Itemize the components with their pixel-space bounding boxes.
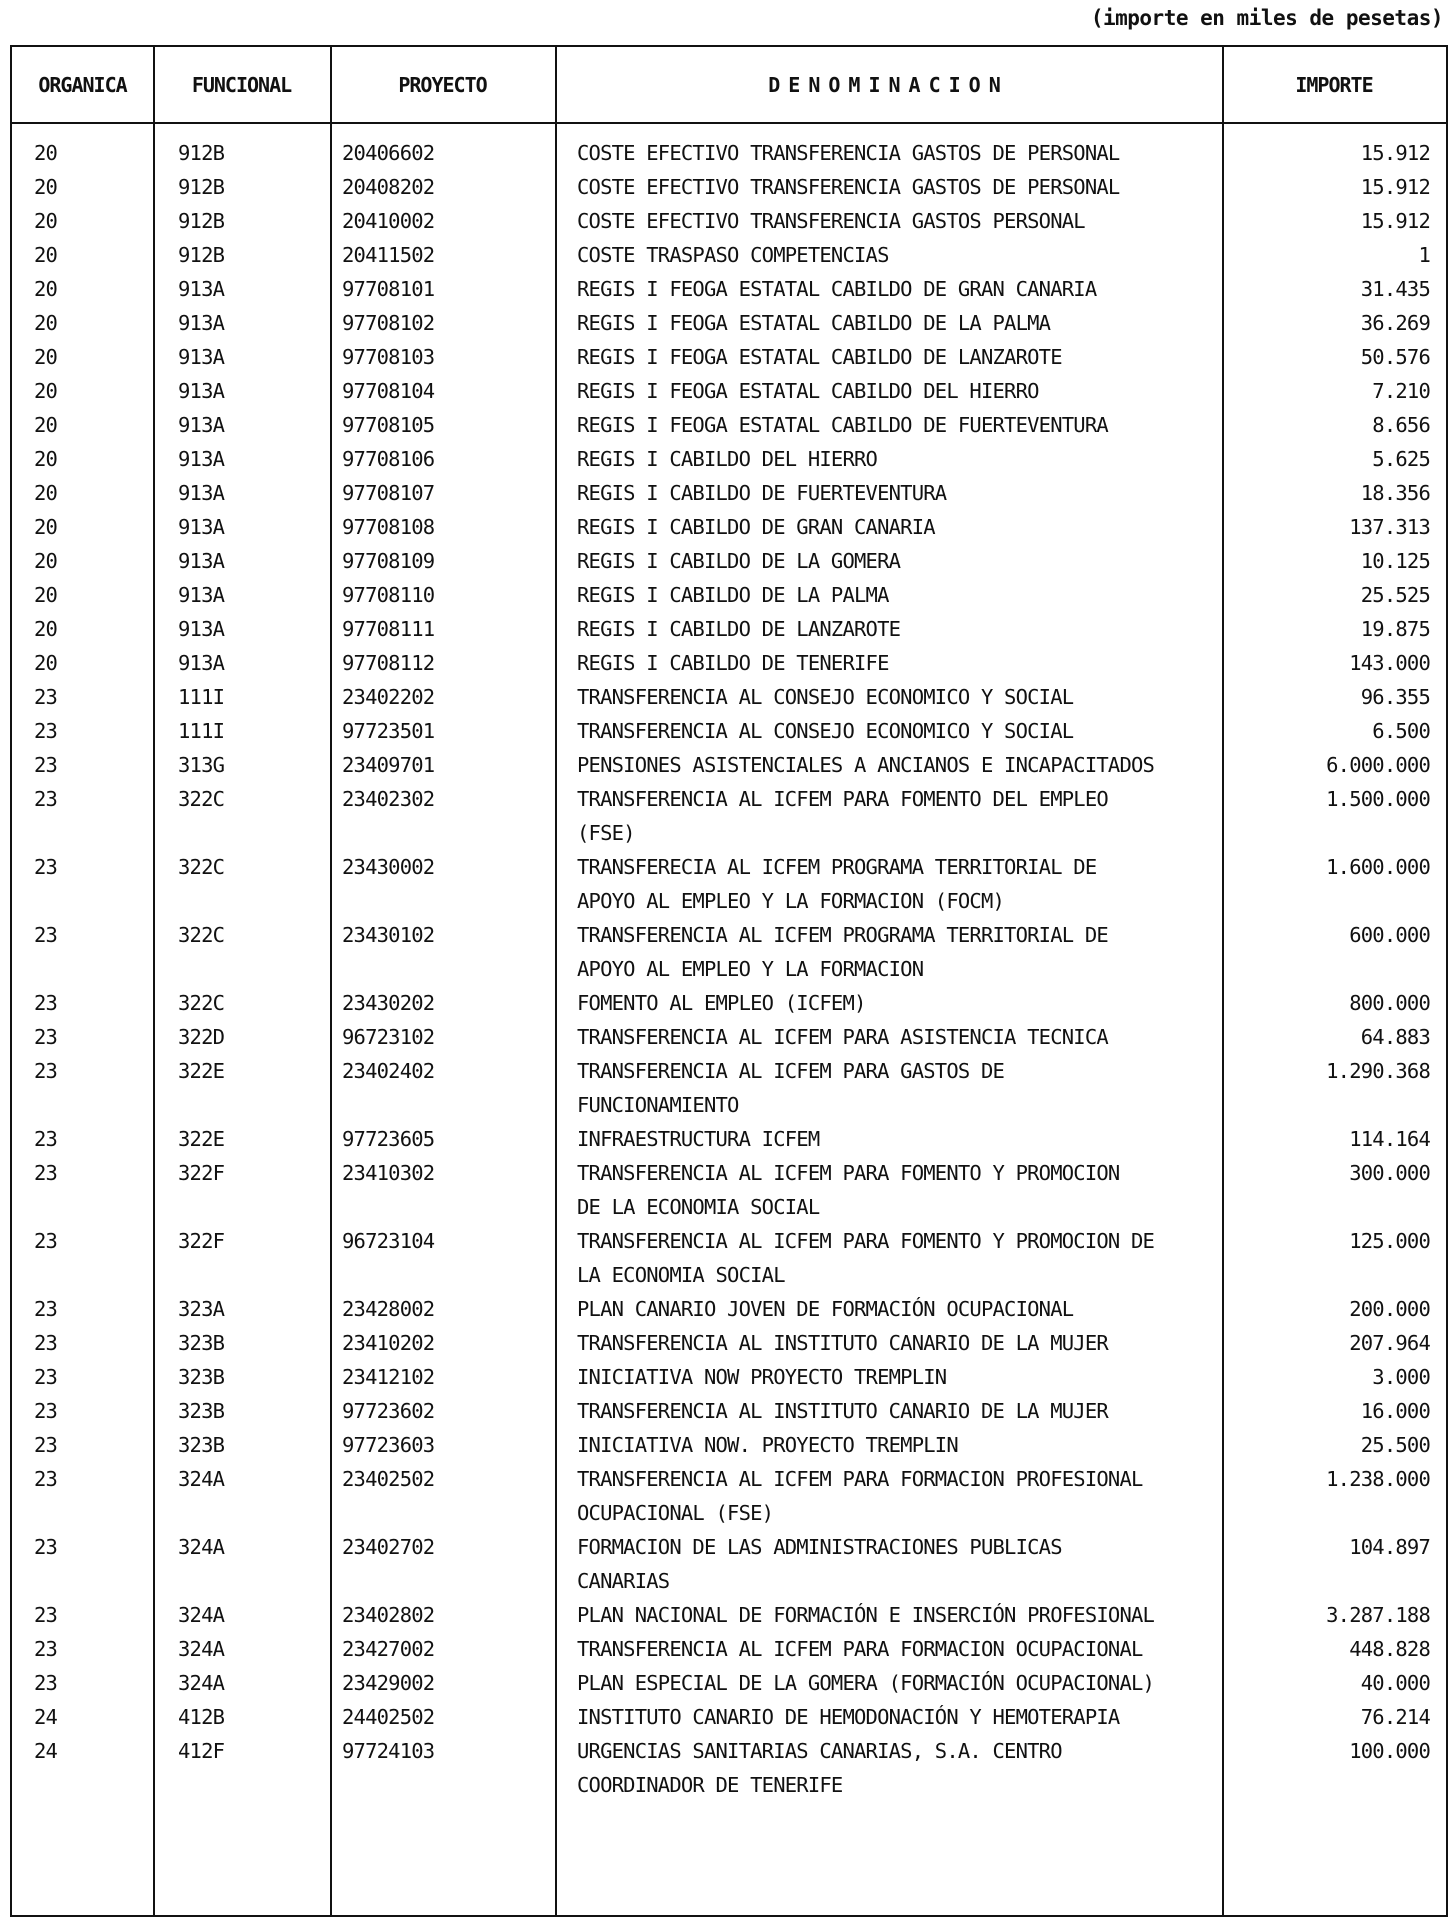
cell-proyecto: 96723104 xyxy=(342,1229,435,1253)
cell-importe: 200.000 xyxy=(1349,1297,1430,1321)
table-row xyxy=(12,1020,1446,1054)
cell-importe: 104.897 xyxy=(1349,1535,1430,1559)
cell-importe: 64.883 xyxy=(1360,1025,1430,1049)
cell-funcional: 322C xyxy=(178,855,225,879)
cell-denominacion: REGIS I FEOGA ESTATAL CABILDO DE GRAN CANARIA xyxy=(577,277,1097,301)
cell-denominacion: COSTE EFECTIVO TRANSFERENCIA GASTOS DE PERSONAL xyxy=(577,175,1120,199)
cell-organica: 23 xyxy=(34,1229,58,1253)
cell-funcional: 913A xyxy=(178,413,225,437)
cell-importe: 1.238.000 xyxy=(1326,1467,1430,1491)
cell-proyecto: 97724103 xyxy=(342,1739,435,1763)
cell-proyecto: 20411502 xyxy=(342,243,435,267)
cell-importe: 448.828 xyxy=(1349,1637,1430,1661)
cell-importe: 15.912 xyxy=(1360,209,1430,233)
cell-denominacion: REGIS I CABILDO DE LANZAROTE xyxy=(577,617,901,641)
cell-denominacion: TRANSFERENCIA AL CONSEJO ECONOMICO Y SOCIAL xyxy=(577,685,1074,709)
cell-organica: 20 xyxy=(34,175,58,199)
cell-importe: 31.435 xyxy=(1360,277,1430,301)
table-row xyxy=(12,238,1446,272)
cell-proyecto: 23428002 xyxy=(342,1297,435,1321)
table-row xyxy=(12,1326,1446,1360)
cell-organica: 20 xyxy=(34,447,58,471)
cell-funcional: 913A xyxy=(178,379,225,403)
table-row xyxy=(12,850,1446,918)
budget-table xyxy=(10,45,1448,1917)
cell-proyecto: 24402502 xyxy=(342,1705,435,1729)
cell-proyecto: 97708107 xyxy=(342,481,435,505)
cell-funcional: 111I xyxy=(178,685,225,709)
cell-proyecto: 23402502 xyxy=(342,1467,435,1491)
cell-importe: 6.000.000 xyxy=(1326,753,1430,777)
cell-proyecto: 97723605 xyxy=(342,1127,435,1151)
table-row xyxy=(12,442,1446,476)
cell-funcional: 322C xyxy=(178,787,225,811)
cell-proyecto: 23430202 xyxy=(342,991,435,1015)
cell-funcional: 323A xyxy=(178,1297,225,1321)
table-row xyxy=(12,680,1446,714)
cell-funcional: 322D xyxy=(178,1025,225,1049)
cell-funcional: 913A xyxy=(178,583,225,607)
table-row xyxy=(12,1734,1446,1802)
cell-funcional: 913A xyxy=(178,447,225,471)
cell-organica: 23 xyxy=(34,1433,58,1457)
cell-funcional: 412F xyxy=(178,1739,225,1763)
table-row xyxy=(12,1224,1446,1292)
table-body xyxy=(12,136,1446,1802)
table-row xyxy=(12,612,1446,646)
cell-denominacion: PLAN CANARIO JOVEN DE FORMACIÓN OCUPACIONAL xyxy=(577,1297,1074,1321)
table-row xyxy=(12,1292,1446,1326)
cell-denominacion: TRANSFERENCIA AL CONSEJO ECONOMICO Y SOCIAL xyxy=(577,719,1074,743)
header-denominacion: DENOMINACION xyxy=(768,72,1009,97)
cell-importe: 16.000 xyxy=(1360,1399,1430,1423)
cell-organica: 23 xyxy=(34,685,58,709)
cell-importe: 25.525 xyxy=(1360,583,1430,607)
table-row xyxy=(12,204,1446,238)
cell-organica: 23 xyxy=(34,1161,58,1185)
cell-denominacion: REGIS I CABILDO DEL HIERRO xyxy=(577,447,878,471)
cell-denominacion: PLAN ESPECIAL DE LA GOMERA (FORMACIÓN OCUPACIONAL) xyxy=(577,1671,1155,1695)
cell-funcional: 324A xyxy=(178,1603,225,1627)
cell-organica: 20 xyxy=(34,481,58,505)
cell-proyecto: 23409701 xyxy=(342,753,435,777)
cell-organica: 23 xyxy=(34,923,58,947)
cell-importe: 125.000 xyxy=(1349,1229,1430,1253)
cell-proyecto: 23430002 xyxy=(342,855,435,879)
cell-denominacion: COSTE EFECTIVO TRANSFERENCIA GASTOS PERSONAL xyxy=(577,209,1085,233)
cell-proyecto: 23410302 xyxy=(342,1161,435,1185)
cell-organica: 20 xyxy=(34,617,58,641)
cell-funcional: 913A xyxy=(178,481,225,505)
table-row xyxy=(12,1462,1446,1530)
table-row xyxy=(12,782,1446,850)
cell-importe: 207.964 xyxy=(1349,1331,1430,1355)
cell-proyecto: 97723501 xyxy=(342,719,435,743)
cell-proyecto: 96723102 xyxy=(342,1025,435,1049)
table-row xyxy=(12,1666,1446,1700)
cell-proyecto: 23427002 xyxy=(342,1637,435,1661)
cell-importe: 15.912 xyxy=(1360,141,1430,165)
table-row xyxy=(12,986,1446,1020)
cell-funcional: 913A xyxy=(178,277,225,301)
cell-organica: 23 xyxy=(34,753,58,777)
cell-denominacion: TRANSFERENCIA AL ICFEM PARA FORMACION OCUPACIONAL xyxy=(577,1637,1143,1661)
cell-denominacion: INICIATIVA NOW. PROYECTO TREMPLIN xyxy=(577,1433,958,1457)
cell-proyecto: 97708105 xyxy=(342,413,435,437)
cell-proyecto: 97708106 xyxy=(342,447,435,471)
cell-organica: 24 xyxy=(34,1705,58,1729)
cell-denominacion: PENSIONES ASISTENCIALES A ANCIANOS E INCAPACITADOS xyxy=(577,753,1155,777)
cell-proyecto: 23430102 xyxy=(342,923,435,947)
header-funcional: FUNCIONAL xyxy=(191,72,292,97)
cell-funcional: 324A xyxy=(178,1671,225,1695)
cell-organica: 23 xyxy=(34,1331,58,1355)
cell-importe: 1.500.000 xyxy=(1326,787,1430,811)
cell-denominacion: REGIS I CABILDO DE LA PALMA xyxy=(577,583,889,607)
cell-funcional: 324A xyxy=(178,1535,225,1559)
cell-organica: 23 xyxy=(34,1127,58,1151)
cell-organica: 20 xyxy=(34,277,58,301)
cell-importe: 15.912 xyxy=(1360,175,1430,199)
cell-funcional: 913A xyxy=(178,617,225,641)
cell-denominacion: TRANSFERENCIA AL ICFEM PARA FOMENTO Y PROMOCION DE LA ECONOMIA SOCIAL xyxy=(577,1161,1120,1219)
cell-denominacion: FORMACION DE LAS ADMINISTRACIONES PUBLICAS CANARIAS xyxy=(577,1535,1062,1593)
cell-proyecto: 20406602 xyxy=(342,141,435,165)
cell-funcional: 111I xyxy=(178,719,225,743)
cell-importe: 96.355 xyxy=(1360,685,1430,709)
cell-proyecto: 97708104 xyxy=(342,379,435,403)
cell-importe: 100.000 xyxy=(1349,1739,1430,1763)
cell-proyecto: 97708108 xyxy=(342,515,435,539)
cell-importe: 10.125 xyxy=(1360,549,1430,573)
cell-importe: 76.214 xyxy=(1360,1705,1430,1729)
cell-funcional: 324A xyxy=(178,1637,225,1661)
cell-importe: 3.287.188 xyxy=(1326,1603,1430,1627)
cell-importe: 8.656 xyxy=(1372,413,1430,437)
cell-funcional: 912B xyxy=(178,209,225,233)
cell-funcional: 322F xyxy=(178,1229,225,1253)
cell-importe: 6.500 xyxy=(1372,719,1430,743)
cell-funcional: 412B xyxy=(178,1705,225,1729)
cell-proyecto: 23402402 xyxy=(342,1059,435,1083)
cell-funcional: 913A xyxy=(178,345,225,369)
table-row xyxy=(12,748,1446,782)
cell-proyecto: 97708111 xyxy=(342,617,435,641)
cell-proyecto: 97708109 xyxy=(342,549,435,573)
cell-importe: 600.000 xyxy=(1349,923,1430,947)
cell-organica: 23 xyxy=(34,1603,58,1627)
cell-funcional: 322F xyxy=(178,1161,225,1185)
header-divider xyxy=(12,122,1446,124)
cell-organica: 24 xyxy=(34,1739,58,1763)
cell-organica: 23 xyxy=(34,855,58,879)
cell-organica: 23 xyxy=(34,991,58,1015)
header-proyecto: PROYECTO xyxy=(398,72,487,97)
cell-organica: 23 xyxy=(34,1297,58,1321)
cell-importe: 300.000 xyxy=(1349,1161,1430,1185)
cell-denominacion: TRANSFERENCIA AL ICFEM PARA FOMENTO Y PROMOCION DE LA ECONOMIA SOCIAL xyxy=(577,1229,1155,1287)
cell-organica: 23 xyxy=(34,1399,58,1423)
cell-funcional: 323B xyxy=(178,1399,225,1423)
cell-proyecto: 23402702 xyxy=(342,1535,435,1559)
cell-denominacion: PLAN NACIONAL DE FORMACIÓN E INSERCIÓN PROFESIONAL xyxy=(577,1603,1155,1627)
cell-funcional: 322E xyxy=(178,1059,225,1083)
cell-organica: 20 xyxy=(34,549,58,573)
cell-importe: 50.576 xyxy=(1360,345,1430,369)
cell-organica: 23 xyxy=(34,1059,58,1083)
cell-proyecto: 20410002 xyxy=(342,209,435,233)
table-row xyxy=(12,1156,1446,1224)
cell-proyecto: 23429002 xyxy=(342,1671,435,1695)
cell-proyecto: 20408202 xyxy=(342,175,435,199)
cell-importe: 18.356 xyxy=(1360,481,1430,505)
cell-proyecto: 97708112 xyxy=(342,651,435,675)
cell-organica: 20 xyxy=(34,651,58,675)
cell-proyecto: 23402202 xyxy=(342,685,435,709)
cell-importe: 19.875 xyxy=(1360,617,1430,641)
cell-importe: 36.269 xyxy=(1360,311,1430,335)
table-row xyxy=(12,918,1446,986)
cell-proyecto: 23402302 xyxy=(342,787,435,811)
cell-importe: 1.600.000 xyxy=(1326,855,1430,879)
cell-importe: 7.210 xyxy=(1372,379,1430,403)
cell-importe: 40.000 xyxy=(1360,1671,1430,1695)
cell-funcional: 323B xyxy=(178,1433,225,1457)
cell-denominacion: COSTE TRASPASO COMPETENCIAS xyxy=(577,243,889,267)
cell-denominacion: REGIS I FEOGA ESTATAL CABILDO DE FUERTEVENTURA xyxy=(577,413,1108,437)
cell-denominacion: REGIS I CABILDO DE GRAN CANARIA xyxy=(577,515,935,539)
table-row xyxy=(12,714,1446,748)
cell-organica: 20 xyxy=(34,311,58,335)
cell-organica: 20 xyxy=(34,209,58,233)
cell-importe: 114.164 xyxy=(1349,1127,1430,1151)
cell-proyecto: 97708101 xyxy=(342,277,435,301)
cell-organica: 23 xyxy=(34,1025,58,1049)
cell-organica: 20 xyxy=(34,243,58,267)
cell-denominacion: INSTITUTO CANARIO DE HEMODONACIÓN Y HEMOTERAPIA xyxy=(577,1705,1120,1729)
cell-funcional: 913A xyxy=(178,651,225,675)
table-row xyxy=(12,1598,1446,1632)
table-row xyxy=(12,1054,1446,1122)
cell-denominacion: REGIS I CABILDO DE TENERIFE xyxy=(577,651,889,675)
table-row xyxy=(12,646,1446,680)
cell-denominacion: TRANSFERECIA AL ICFEM PROGRAMA TERRITORIAL DE APOYO AL EMPLEO Y LA FORMACION (FOCM) xyxy=(577,855,1097,913)
cell-denominacion: TRANSFERENCIA AL INSTITUTO CANARIO DE LA MUJER xyxy=(577,1399,1108,1423)
cell-funcional: 323B xyxy=(178,1331,225,1355)
cell-denominacion: INICIATIVA NOW PROYECTO TREMPLIN xyxy=(577,1365,947,1389)
table-row xyxy=(12,510,1446,544)
cell-importe: 143.000 xyxy=(1349,651,1430,675)
cell-proyecto: 23412102 xyxy=(342,1365,435,1389)
cell-denominacion: REGIS I FEOGA ESTATAL CABILDO DE LANZAROTE xyxy=(577,345,1062,369)
cell-denominacion: REGIS I FEOGA ESTATAL CABILDO DEL HIERRO xyxy=(577,379,1039,403)
cell-organica: 20 xyxy=(34,413,58,437)
cell-denominacion: TRANSFERENCIA AL INSTITUTO CANARIO DE LA MUJER xyxy=(577,1331,1108,1355)
table-row xyxy=(12,340,1446,374)
table-row xyxy=(12,1360,1446,1394)
cell-denominacion: REGIS I FEOGA ESTATAL CABILDO DE LA PALMA xyxy=(577,311,1051,335)
cell-organica: 23 xyxy=(34,719,58,743)
cell-organica: 23 xyxy=(34,1535,58,1559)
table-row xyxy=(12,408,1446,442)
table-row xyxy=(12,578,1446,612)
cell-importe: 137.313 xyxy=(1349,515,1430,539)
cell-importe: 25.500 xyxy=(1360,1433,1430,1457)
table-row xyxy=(12,170,1446,204)
table-row xyxy=(12,1122,1446,1156)
cell-organica: 23 xyxy=(34,1637,58,1661)
cell-funcional: 324A xyxy=(178,1467,225,1491)
cell-organica: 20 xyxy=(34,515,58,539)
cell-proyecto: 97708103 xyxy=(342,345,435,369)
cell-funcional: 913A xyxy=(178,311,225,335)
cell-proyecto: 97723603 xyxy=(342,1433,435,1457)
cell-proyecto: 97708110 xyxy=(342,583,435,607)
cell-denominacion: URGENCIAS SANITARIAS CANARIAS, S.A. CENTRO COORDINADOR DE TENERIFE xyxy=(577,1739,1062,1797)
cell-organica: 23 xyxy=(34,1671,58,1695)
cell-importe: 800.000 xyxy=(1349,991,1430,1015)
cell-denominacion: COSTE EFECTIVO TRANSFERENCIA GASTOS DE PERSONAL xyxy=(577,141,1120,165)
cell-proyecto: 23410202 xyxy=(342,1331,435,1355)
table-row xyxy=(12,1632,1446,1666)
table-row xyxy=(12,272,1446,306)
cell-funcional: 912B xyxy=(178,243,225,267)
cell-funcional: 322C xyxy=(178,991,225,1015)
table-row xyxy=(12,374,1446,408)
table-row xyxy=(12,1700,1446,1734)
cell-denominacion: FOMENTO AL EMPLEO (ICFEM) xyxy=(577,991,866,1015)
cell-funcional: 913A xyxy=(178,549,225,573)
cell-denominacion: TRANSFERENCIA AL ICFEM PROGRAMA TERRITORIAL DE APOYO AL EMPLEO Y LA FORMACION xyxy=(577,923,1108,981)
cell-importe: 3.000 xyxy=(1372,1365,1430,1389)
units-note: (importe en miles de pesetas) xyxy=(1090,6,1443,30)
table-row xyxy=(12,136,1446,170)
table-row xyxy=(12,1428,1446,1462)
cell-denominacion: TRANSFERENCIA AL ICFEM PARA FORMACION PROFESIONAL OCUPACIONAL (FSE) xyxy=(577,1467,1143,1525)
table-row xyxy=(12,306,1446,340)
cell-organica: 23 xyxy=(34,1467,58,1491)
cell-proyecto: 23402802 xyxy=(342,1603,435,1627)
cell-funcional: 313G xyxy=(178,753,225,777)
table-row xyxy=(12,544,1446,578)
cell-organica: 20 xyxy=(34,583,58,607)
table-row xyxy=(12,1530,1446,1598)
cell-proyecto: 97723602 xyxy=(342,1399,435,1423)
cell-funcional: 912B xyxy=(178,175,225,199)
cell-organica: 20 xyxy=(34,345,58,369)
cell-importe: 1 xyxy=(1418,243,1430,267)
cell-funcional: 323B xyxy=(178,1365,225,1389)
cell-organica: 23 xyxy=(34,787,58,811)
cell-funcional: 322E xyxy=(178,1127,225,1151)
cell-denominacion: TRANSFERENCIA AL ICFEM PARA FOMENTO DEL EMPLEO (FSE) xyxy=(577,787,1108,845)
cell-denominacion: REGIS I CABILDO DE LA GOMERA xyxy=(577,549,901,573)
table-row xyxy=(12,1394,1446,1428)
cell-importe: 5.625 xyxy=(1372,447,1430,471)
cell-organica: 20 xyxy=(34,379,58,403)
cell-denominacion: TRANSFERENCIA AL ICFEM PARA ASISTENCIA TECNICA xyxy=(577,1025,1108,1049)
cell-funcional: 913A xyxy=(178,515,225,539)
header-organica: ORGANICA xyxy=(38,72,127,97)
cell-organica: 20 xyxy=(34,141,58,165)
cell-denominacion: REGIS I CABILDO DE FUERTEVENTURA xyxy=(577,481,947,505)
cell-funcional: 912B xyxy=(178,141,225,165)
cell-funcional: 322C xyxy=(178,923,225,947)
cell-organica: 23 xyxy=(34,1365,58,1389)
table-row xyxy=(12,476,1446,510)
header-importe: IMPORTE xyxy=(1295,72,1373,97)
cell-importe: 1.290.368 xyxy=(1326,1059,1430,1083)
cell-proyecto: 97708102 xyxy=(342,311,435,335)
cell-denominacion: INFRAESTRUCTURA ICFEM xyxy=(577,1127,820,1151)
cell-denominacion: TRANSFERENCIA AL ICFEM PARA GASTOS DE FUNCIONAMIENTO xyxy=(577,1059,1005,1117)
